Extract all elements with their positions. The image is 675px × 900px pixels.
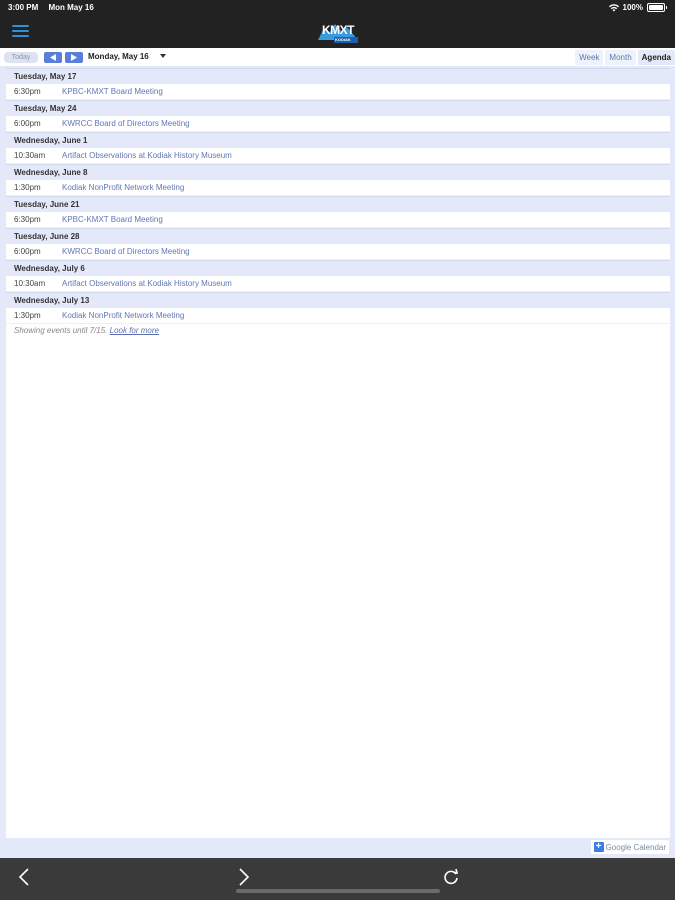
reload-icon: [440, 866, 462, 888]
triangle-right-icon: [71, 54, 77, 61]
triangle-left-icon: [50, 54, 56, 61]
battery-percent: 100%: [622, 3, 643, 12]
event-time: 6:00pm: [14, 247, 41, 256]
agenda-day-header: Tuesday, June 28: [6, 228, 670, 244]
event-time: 10:30am: [14, 151, 46, 160]
forward-button[interactable]: [232, 866, 254, 888]
event-time: 6:30pm: [14, 215, 41, 224]
tab-week[interactable]: Week: [575, 50, 603, 65]
calendar-frame: [0, 48, 675, 858]
tab-agenda[interactable]: Agenda: [638, 50, 675, 65]
agenda-day-header: Tuesday, May 24: [6, 100, 670, 116]
event-title-link[interactable]: Artifact Observations at Kodiak History Museum: [62, 151, 232, 160]
event-title-link[interactable]: KPBC-KMXT Board Meeting: [62, 87, 163, 96]
next-period-button[interactable]: [65, 52, 83, 63]
agenda-day-header: Wednesday, July 13: [6, 292, 670, 308]
agenda-day-header: Tuesday, June 21: [6, 196, 670, 212]
current-date-label[interactable]: Monday, May 16: [88, 52, 149, 61]
status-bar-right: [609, 3, 665, 12]
menu-icon[interactable]: [12, 25, 29, 39]
status-date: Mon May 16: [48, 3, 94, 12]
prev-period-button[interactable]: [44, 52, 62, 63]
event-title-link[interactable]: KWRCC Board of Directors Meeting: [62, 247, 190, 256]
agenda-event-row[interactable]: [6, 116, 670, 132]
event-time: 1:30pm: [14, 183, 41, 192]
event-time: 6:00pm: [14, 119, 41, 128]
status-bar-left: [8, 3, 102, 12]
agenda-event-row[interactable]: [6, 180, 670, 196]
showing-until-text: Showing events until 7/15.: [14, 326, 108, 335]
wifi-icon: [609, 4, 619, 12]
plus-icon: +: [594, 842, 604, 852]
event-title-link[interactable]: Kodiak NonProfit Network Meeting: [62, 311, 185, 320]
event-time: 6:30pm: [14, 87, 41, 96]
battery-icon: [647, 3, 665, 12]
agenda-event-row[interactable]: [6, 308, 670, 324]
agenda-event-row[interactable]: [6, 148, 670, 164]
chevron-right-icon: [232, 866, 254, 888]
event-title-link[interactable]: KWRCC Board of Directors Meeting: [62, 119, 190, 128]
app-header: [0, 0, 675, 48]
agenda-day-header: Wednesday, July 6: [6, 260, 670, 276]
kmxt-logo: [316, 20, 360, 46]
status-time: 3:00 PM: [8, 3, 39, 12]
agenda-list: [6, 68, 670, 838]
today-button[interactable]: Today: [4, 52, 38, 63]
agenda-event-row[interactable]: [6, 244, 670, 260]
agenda-day-header: Wednesday, June 8: [6, 164, 670, 180]
agenda-event-row[interactable]: [6, 276, 670, 292]
date-picker-caret-icon[interactable]: [160, 54, 166, 58]
agenda-footer: [6, 324, 670, 338]
agenda-event-row[interactable]: [6, 212, 670, 228]
reload-button[interactable]: [440, 866, 462, 888]
tab-month[interactable]: Month: [605, 50, 635, 65]
back-button[interactable]: [14, 866, 36, 888]
logo-text: KMXT: [322, 23, 354, 37]
agenda-event-row[interactable]: [6, 84, 670, 100]
google-calendar-badge[interactable]: [591, 840, 669, 854]
event-time: 1:30pm: [14, 311, 41, 320]
event-title-link[interactable]: Kodiak NonProfit Network Meeting: [62, 183, 185, 192]
logo-subtext: KODIAK: [335, 37, 351, 42]
event-title-link[interactable]: KPBC-KMXT Board Meeting: [62, 215, 163, 224]
google-calendar-text: Google Calendar: [605, 842, 666, 852]
agenda-day-header: Tuesday, May 17: [6, 68, 670, 84]
view-tabs: [573, 50, 675, 65]
home-indicator: [236, 889, 440, 893]
bottom-toolbar: [0, 858, 675, 900]
look-for-more-link[interactable]: Look for more: [109, 326, 159, 335]
calendar-toolbar: [0, 48, 675, 66]
event-title-link[interactable]: Artifact Observations at Kodiak History Museum: [62, 279, 232, 288]
event-time: 10:30am: [14, 279, 46, 288]
agenda-day-header: Wednesday, June 1: [6, 132, 670, 148]
chevron-left-icon: [14, 866, 36, 888]
